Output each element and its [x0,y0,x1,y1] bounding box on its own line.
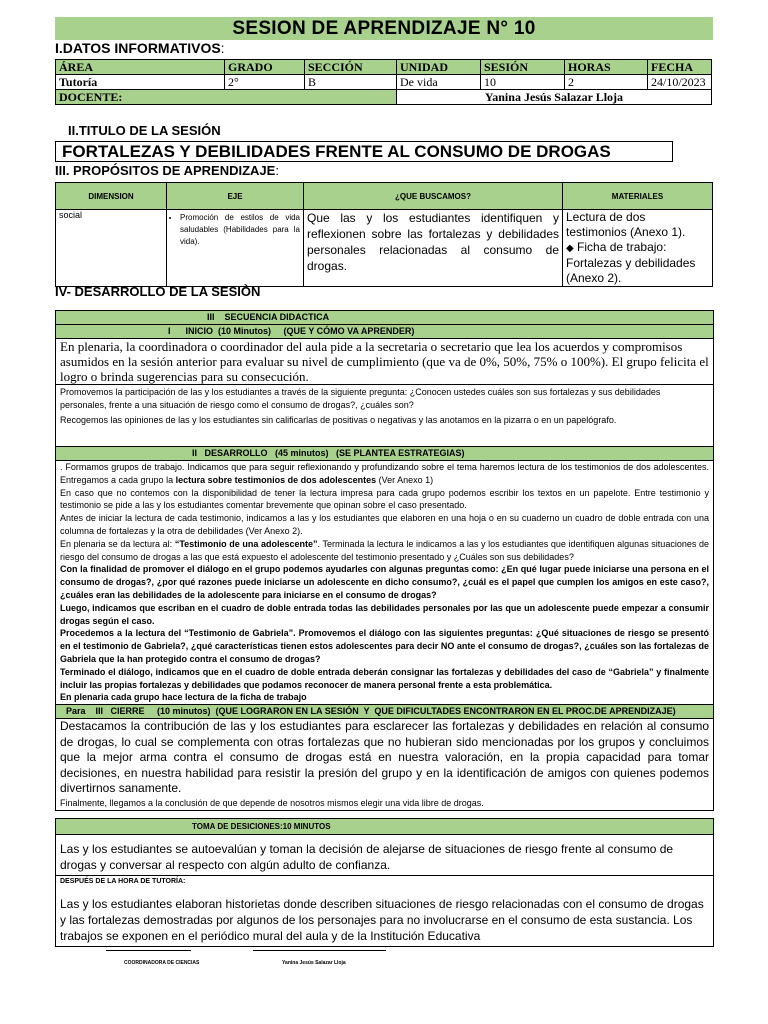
info-header-cell: GRADO [225,60,305,75]
inicio-paragraph-2: Promovemos la participación de las y los estudiantes a través de la siguiente pregunta: ¿Conocen ustedes cuáles son sus fortalezas y sus debilidades personales, frente a una situación de riesgo como el consumo de drogas?, ¿cuáles son? [60,387,661,410]
info-value-cell: Tutoría [56,75,225,90]
materiales-cell [563,210,713,287]
decisiones-box [55,818,714,947]
inicio-paragraph-2-block [56,385,713,447]
desarrollo-p7: Procedemos a la lectura del “Testimonio de Gabriela”. Promovemos el diálogo con las siguientes preguntas: ¿Qué situaciones de riesgo se presentó en el testimonio de Gabriela?, ¿qué características tienen estos adolescentes para decir NO ante el consumo de drogas?, ¿cuáles son las fortalezas de Gabriela que la han protegido contra el consumo de drogas? [60,628,709,664]
inicio-paragraph-1: En plenaria, la coordinadora o coordinador del aula pide a la secretaria o secretario que lea los acuerdos y compromisos asumidos en la sesión anterior para evaluar su nivel de cumplimiento (que va de 0%, 50%, 75% o 100%). El grupo felicita el logro o brinda sugerencias para su consecución. [56,339,713,385]
desarrollo-p6: Luego, indicamos que escriban en el cuadro de doble entrada todas las debilidades personales por las que un adolescente puede empezar a consumir drogas según el caso. [60,602,709,626]
cierre-label-text: Para III CIERRE (10 minutos) (QUE LOGRARON EN LA SESIÓN Y QUE DIFICULTADES ENCONTRARON EN EL PROC.DE APRENDIZAJE) [66,706,676,717]
propositos-header-row [56,183,713,210]
desarrollo-p5: Con la finalidad de promover el diálogo en el grupo podemos ayudarles con algunas preguntas como: ¿En qué lugar puede iniciarse una persona en el consumo de drogas?, ¿por qué razones puede iniciarse un adolescente en dicho consumo?, ¿cuál es el papel que cumplen los amigos en este caso?, ¿cuáles eran las debilidades de la adolescente para iniciarse en el consumo de drogas? [60,564,709,600]
desarrollo-heading: IV- DESARROLLO DE LA SESIÒN [55,284,261,299]
desarrollo-p2: En caso que no contemos con la disponibilidad de tener la lectura impresa para cada grupo podemos escribir los textos en un papelote. Entre testimonio y testimonio se pide a las y los estudiantes comentar brevemente que opinan sobre el caso presentado. [60,487,709,511]
propositos-heading [55,163,279,178]
inicio-paragraph-3: Recogemos las opiniones de las y los estudiantes sin calificarlas de positivas o negativas y las anotamos en la pizarra o en un papelógrafo. [60,415,617,425]
materiales-item-2-text: Ficha de trabajo: Fortalezas y debilidades (Anexo 2). [566,240,696,285]
propositos-header-cell: ¿QUE BUSCAMOS? [304,183,563,210]
datos-heading-colon: : [220,40,225,56]
info-value-cell: 10 [481,75,565,90]
info-table [55,59,712,105]
diamond-bullet-icon: ◆ [566,243,574,254]
info-value-cell: B [305,75,397,90]
desarrollo-p1-b: lectura sobre testimonios de dos adolescentes [175,474,377,485]
secuencia-didactica-box [55,310,714,811]
signature-line-right [253,950,386,951]
materiales-item-2 [566,240,709,286]
info-value-row [56,75,712,90]
info-value-cell: De vida [397,75,481,90]
desarrollo-p4-a: En plenaria se da lectura al: [60,538,175,549]
cierre-paragraph-2: Finalmente, llegamos a la conclusión de que depende de nosotros mismos elegir una vida libre de drogas. [60,797,484,808]
session-title-box: FORTALEZAS Y DEBILIDADES FRENTE AL CONSUMO DE DROGAS [55,141,673,162]
docente-label: DOCENTE: [56,90,397,105]
desarrollo-p1 [60,461,709,487]
inicio-label-text: I INICIO (10 Minutos) (QUE Y CÓMO VA APRENDER) [168,326,415,336]
propositos-heading-colon: : [275,163,279,178]
eje-item: • Promoción de estilos de vida saludables (Habilidades para la vida). [180,212,300,248]
decisiones-label-text: TOMA DE DESICIONES:10 MINUTOS [192,822,331,831]
propositos-table [55,182,713,287]
propositos-heading-text: III. PROPÓSITOS DE APRENDIZAJE [55,163,276,178]
que-buscamos-cell: Que las y los estudiantes identifiquen y reflexionen sobre las fortalezas y debilidades personales relacionadas al consumo de drogas. [304,210,563,287]
desarrollo-p4 [60,538,709,564]
dimension-cell: social [56,210,167,287]
desarrollo-p4-b: “Testimonio de una adolescente” [174,538,318,549]
desarrollo-p3: Antes de iniciar la lectura de cada testimonio, indicamos a las y los estudiantes que elaboren en una hoja o en su cuaderno un cuadro de doble entrada con una columna de fortalezas y la otra de debilidades (Ver Anexo 2). [60,513,709,536]
info-docente-row [56,90,712,105]
info-header-cell: HORAS [565,60,648,75]
titulo-heading: II.TITULO DE LA SESIÓN [68,123,221,138]
eje-list [170,212,300,248]
inicio-label [56,325,713,339]
datos-heading-text: I.DATOS INFORMATIVOS [55,40,221,56]
datos-informativos-heading [55,40,225,56]
info-header-row [56,60,712,75]
despues-text: Las y los estudiantes elaboran historietas donde describen situaciones de riesgo relacionadas con el consumo de drogas y las fortalezas demostradas por algunos de los personajes para no involucrarse en el consumo de esta sustancia. Los trabajos se exponen en el periódico mural del aula y de la Institución Educativa [60,897,704,943]
desarrollo-p8: Terminado el diálogo, indicamos que en el cuadro de doble entrada deberán consignar las fortalezas y debilidades del caso de “Gabriela” y finalmente incluir las propias fortalezas y debilidades que podamos reconocer de manera personal frente a esta problemática. [60,666,709,690]
propositos-header-cell: EJE [167,183,304,210]
materiales-item-1: Lectura de dos testimonios (Anexo 1). [566,210,686,239]
info-value-cell: 2 [565,75,648,90]
desarrollo-p1-c: (Ver Anexo 1) [376,474,434,485]
cierre-content [56,719,713,810]
eje-cell [167,210,304,287]
secuencia-title-text: III SECUENCIA DIDACTICA [207,312,330,322]
propositos-body-row [56,210,713,287]
cierre-paragraph-1: Destacamos la contribución de las y los estudiantes para esclarecer las fortalezas y debilidades en relación al consumo de drogas, lo cual se complementa con otras fortalezas que no hubieran sido mencionadas por los grupos y concluimos que la mejor arma contra el consumo de drogas está en nuestra valoración, en la propia capacidad para tomar decisiones, en nuestra habilidad para resistir la presión del grupo y en la identificación de amigos con quienes podemos divertirnos sanamente. [60,719,709,796]
cierre-label [56,705,713,719]
signature-label-left: COORDINADORA DE CIENCIAS [124,960,200,966]
desarrollo-content [56,461,713,705]
info-header-cell: FECHA [648,60,712,75]
decisiones-label [56,819,713,835]
docente-name: Yanina Jesús Salazar Lloja [397,90,712,105]
desarrollo-p9: En plenaria cada grupo hace lectura de la ficha de trabajo [60,692,307,703]
propositos-header-cell: MATERIALES [563,183,713,210]
info-value-cell: 2° [225,75,305,90]
info-header-cell: SECCIÓN [305,60,397,75]
despues-label: DESPUÉS DE LA HORA DE TUTORÍA: [60,878,186,885]
info-header-cell: ÁREA [56,60,225,75]
info-value-cell: 24/10/2023 [648,75,712,90]
desarrollo-label [56,447,713,461]
info-header-cell: UNIDAD [397,60,481,75]
signature-label-right: Yanina Jesús Salazar Lloja [282,960,346,966]
decisiones-text: Las y los estudiantes se autoevalúan y toman la decisión de alejarse de situaciones de riesgo frente al consumo de drogas y conversar al respecto con algún adulto de confianza. [56,835,713,876]
desarrollo-label-text: II DESARROLLO (45 minutos) (SE PLANTEA ESTRATEGIAS) [192,448,465,458]
desarrollo-p4-c: . Terminada la lectura le indicamos a las y los estudiantes que identifiquen algunas situaciones de riesgo del consumo de drogas a las que está expuesto el adolescente del testimonio presentado y ¿Cuáles son sus debilidades? [60,538,709,562]
info-header-cell: SESIÓN [481,60,565,75]
secuencia-title [56,311,713,325]
propositos-header-cell: DIMENSION [56,183,167,210]
desarrollo-p1-a: . Formamos grupos de trabajo. Indicamos que para seguir reflexionando y profundizando sobre el tema haremos lectura de los testimonios de dos adolescentes. Entregamos a cada grupo la [60,462,709,485]
page-title: SESION DE APRENDIZAJE N° 10 [55,17,713,40]
signature-line-left [106,950,191,951]
